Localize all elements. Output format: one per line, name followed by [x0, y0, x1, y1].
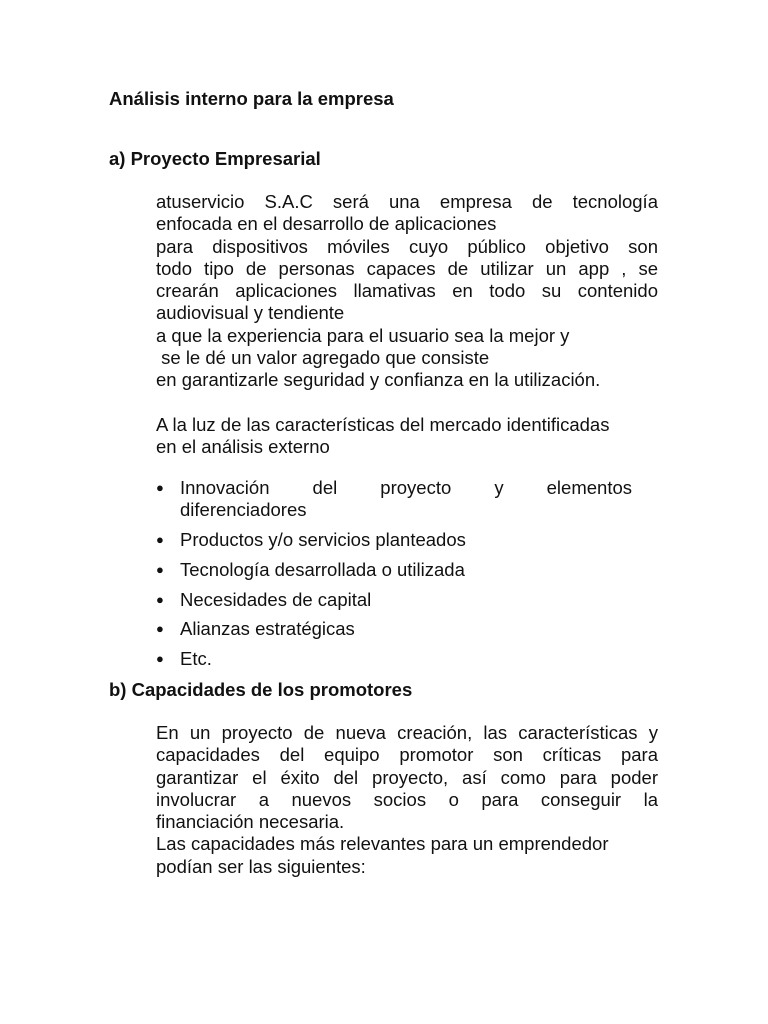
list-item: [156, 559, 632, 581]
text-line: crearán aplicaciones llamativas en todo su contenido: [156, 280, 658, 302]
list-item: [156, 529, 632, 551]
bullet-icon: ●: [156, 621, 164, 637]
text-line: en el análisis externo: [156, 436, 330, 458]
text-line: En un proyecto de nueva creación, las características y: [156, 722, 658, 743]
section-a-paragraph-2: [156, 414, 658, 459]
list-item: [156, 648, 632, 670]
section-a-bullet-list: [156, 477, 632, 678]
bullet-icon: ●: [156, 561, 164, 577]
bullet-icon: ●: [156, 532, 164, 548]
section-a-paragraph-1: [156, 191, 658, 392]
text-line: Etc.: [180, 648, 212, 670]
text-line: Alianzas estratégicas: [180, 618, 355, 640]
bullet-icon: ●: [156, 480, 164, 495]
list-item: [156, 477, 632, 522]
text-line: en garantizarle seguridad y confianza en la utilización.: [156, 369, 601, 391]
section-b-paragraph-1: [156, 722, 658, 878]
bullet-icon: ●: [156, 591, 164, 607]
text-line: Tecnología desarrollada o utilizada: [180, 558, 465, 580]
text-line: a que la experiencia para el usuario sea la mejor y: [156, 324, 570, 346]
bullet-icon: ●: [156, 651, 164, 667]
text-line: A la luz de las características del mercado identificadas: [156, 414, 610, 435]
text-line: enfocada en el desarrollo de aplicaciones: [156, 213, 497, 235]
section-a-heading: a) Proyecto Empresarial: [109, 148, 321, 169]
section-b-heading: b) Capacidades de los promotores: [109, 679, 413, 700]
text-line: Las capacidades más relevantes para un emprendedor: [156, 833, 609, 855]
list-item: [156, 589, 632, 611]
text-line: podían ser las siguientes:: [156, 855, 366, 877]
text-line: se le dé un valor agregado que consiste: [156, 347, 490, 369]
text-line: financiación necesaria.: [156, 811, 345, 833]
text-line: para dispositivos móviles cuyo público objetivo son: [156, 235, 658, 257]
text-line: audiovisual y tendiente: [156, 302, 345, 324]
document-title: Análisis interno para la empresa: [109, 88, 394, 109]
text-line: Necesidades de capital: [180, 588, 372, 610]
text-line: involucrar a nuevos socios o para conseguir la: [156, 788, 658, 810]
text-line: diferenciadores: [180, 499, 307, 521]
list-item: [156, 618, 632, 640]
text-line: Productos y/o servicios planteados: [180, 529, 466, 551]
text-line: todo tipo de personas capaces de utilizar un app , se: [156, 257, 658, 279]
text-line: garantizar el éxito del proyecto, así como para poder: [156, 766, 658, 788]
text-line: capacidades del equipo promotor son críticas para: [156, 744, 658, 766]
text-line: atuservicio S.A.C será una empresa de tecnología: [156, 191, 658, 212]
text-line: Innovación del proyecto y elementos: [180, 477, 632, 498]
